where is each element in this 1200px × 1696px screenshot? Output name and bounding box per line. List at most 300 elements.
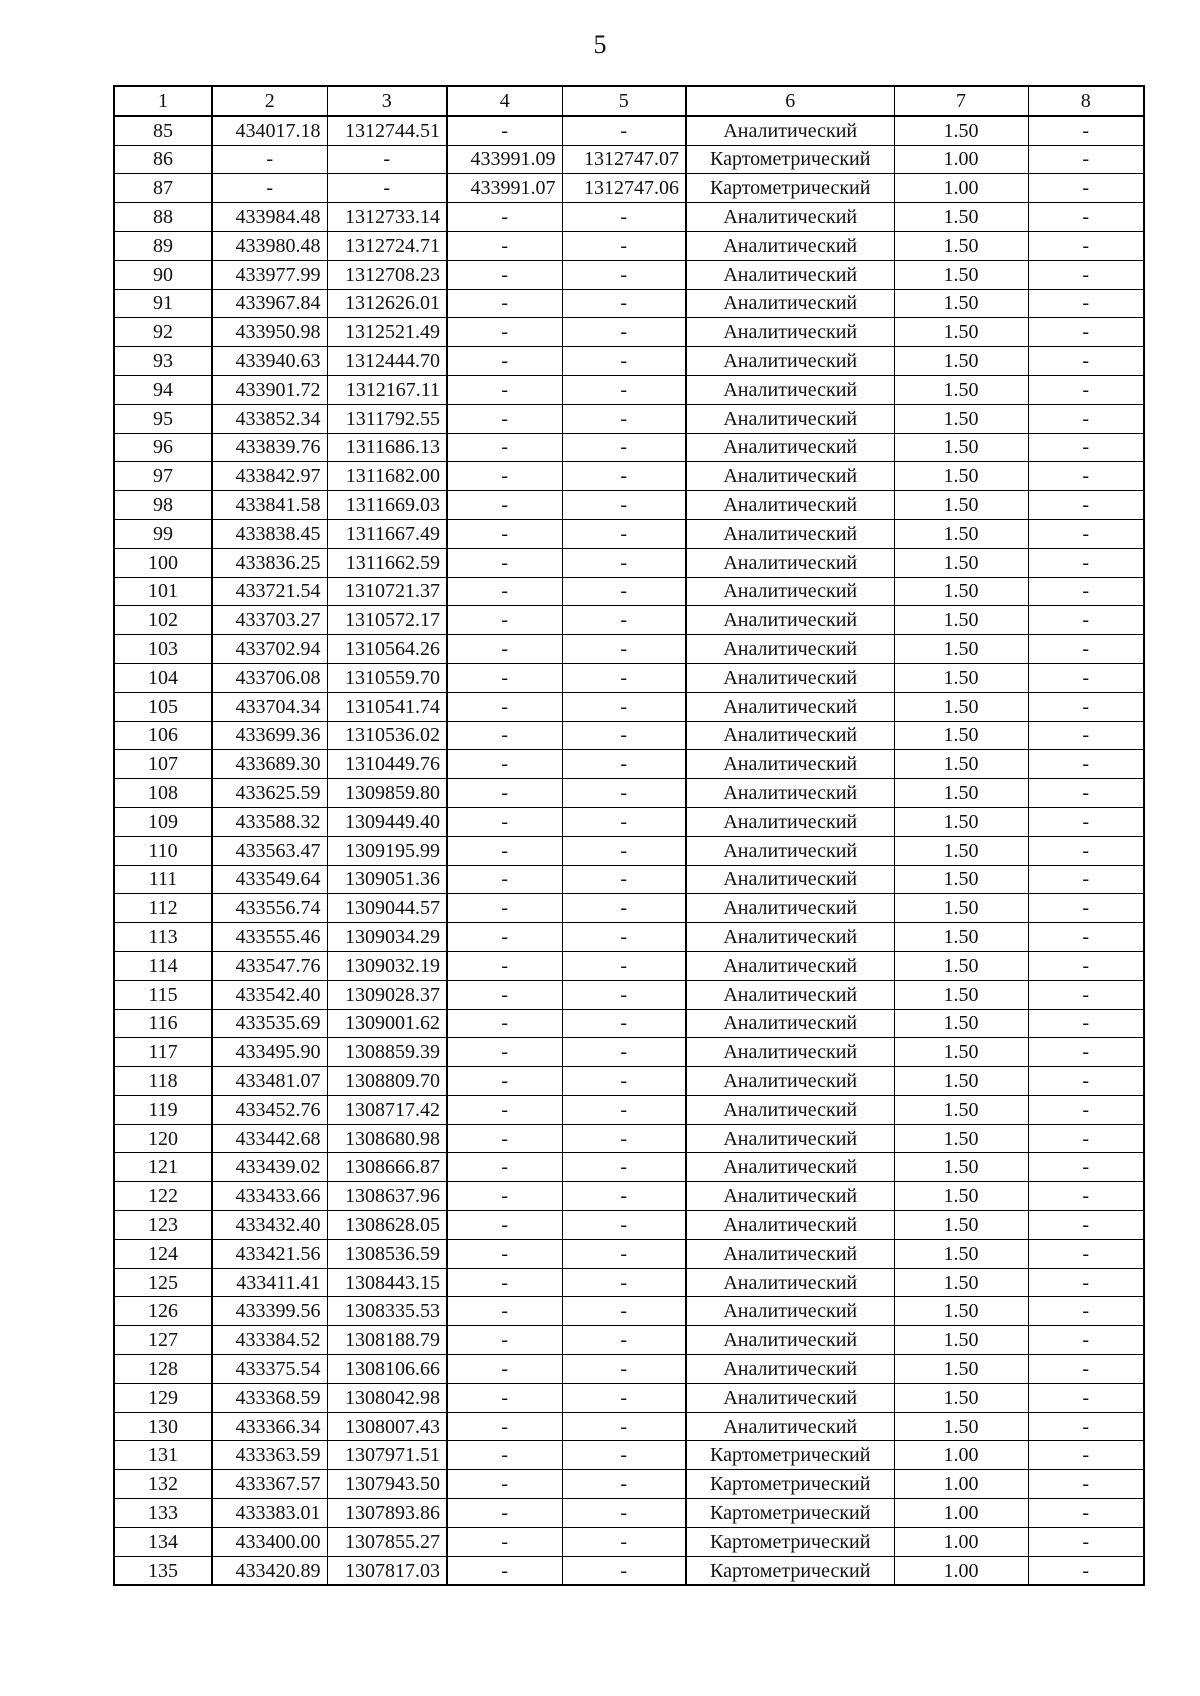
y-alt-coordinate-cell: - xyxy=(562,375,686,404)
method-cell: Аналитический xyxy=(686,347,894,376)
point-number-cell: 101 xyxy=(114,577,212,606)
x-alt-coordinate-cell: - xyxy=(447,923,562,952)
point-number-cell: 124 xyxy=(114,1239,212,1268)
note-cell: - xyxy=(1028,951,1144,980)
y-coordinate-cell: 1312708.23 xyxy=(327,260,447,289)
y-alt-coordinate-cell: - xyxy=(562,1297,686,1326)
note-cell: - xyxy=(1028,231,1144,260)
y-coordinate-cell: 1308680.98 xyxy=(327,1124,447,1153)
y-coordinate-cell: - xyxy=(327,145,447,174)
method-cell: Аналитический xyxy=(686,318,894,347)
method-cell: Аналитический xyxy=(686,951,894,980)
x-coordinate-cell: 433563.47 xyxy=(212,836,327,865)
x-alt-coordinate-cell: - xyxy=(447,1383,562,1412)
column-header: 8 xyxy=(1028,86,1144,116)
x-alt-coordinate-cell: - xyxy=(447,1355,562,1384)
x-alt-coordinate-cell: - xyxy=(447,1499,562,1528)
y-coordinate-cell: 1308106.66 xyxy=(327,1355,447,1384)
y-coordinate-cell: 1309032.19 xyxy=(327,951,447,980)
point-number-cell: 88 xyxy=(114,203,212,232)
note-cell: - xyxy=(1028,807,1144,836)
method-cell: Аналитический xyxy=(686,1124,894,1153)
table-row xyxy=(114,980,1144,1009)
table-row xyxy=(114,318,1144,347)
accuracy-cell: 1.50 xyxy=(894,1239,1028,1268)
y-alt-coordinate-cell: - xyxy=(562,1038,686,1067)
x-coordinate-cell: 433689.30 xyxy=(212,750,327,779)
note-cell: - xyxy=(1028,404,1144,433)
column-header: 7 xyxy=(894,86,1028,116)
y-coordinate-cell: 1312744.51 xyxy=(327,116,447,145)
accuracy-cell: 1.00 xyxy=(894,1527,1028,1556)
y-alt-coordinate-cell: 1312747.06 xyxy=(562,174,686,203)
page-number: 5 xyxy=(593,30,607,59)
accuracy-cell: 1.50 xyxy=(894,260,1028,289)
accuracy-cell: 1.50 xyxy=(894,692,1028,721)
x-alt-coordinate-cell: - xyxy=(447,894,562,923)
method-cell: Аналитический xyxy=(686,491,894,520)
note-cell: - xyxy=(1028,289,1144,318)
x-coordinate-cell: 433420.89 xyxy=(212,1556,327,1585)
method-cell: Аналитический xyxy=(686,519,894,548)
note-cell: - xyxy=(1028,980,1144,1009)
y-coordinate-cell: 1312724.71 xyxy=(327,231,447,260)
accuracy-cell: 1.50 xyxy=(894,1153,1028,1182)
x-alt-coordinate-cell: - xyxy=(447,1239,562,1268)
accuracy-cell: 1.50 xyxy=(894,951,1028,980)
method-cell: Аналитический xyxy=(686,260,894,289)
x-coordinate-cell: 433555.46 xyxy=(212,923,327,952)
accuracy-cell: 1.50 xyxy=(894,923,1028,952)
x-alt-coordinate-cell: - xyxy=(447,1297,562,1326)
table-row xyxy=(114,462,1144,491)
table-row xyxy=(114,577,1144,606)
y-coordinate-cell: 1310559.70 xyxy=(327,663,447,692)
y-coordinate-cell: 1309034.29 xyxy=(327,923,447,952)
method-cell: Аналитический xyxy=(686,1383,894,1412)
table-row xyxy=(114,1124,1144,1153)
x-coordinate-cell: 433481.07 xyxy=(212,1067,327,1096)
y-alt-coordinate-cell: - xyxy=(562,347,686,376)
accuracy-cell: 1.50 xyxy=(894,836,1028,865)
x-coordinate-cell: 433400.00 xyxy=(212,1527,327,1556)
x-alt-coordinate-cell: - xyxy=(447,1095,562,1124)
accuracy-cell: 1.50 xyxy=(894,721,1028,750)
x-alt-coordinate-cell: - xyxy=(447,1412,562,1441)
y-alt-coordinate-cell: - xyxy=(562,1556,686,1585)
method-cell: Аналитический xyxy=(686,635,894,664)
table-row xyxy=(114,1268,1144,1297)
y-coordinate-cell: 1309028.37 xyxy=(327,980,447,1009)
x-coordinate-cell: 433838.45 xyxy=(212,519,327,548)
accuracy-cell: 1.50 xyxy=(894,635,1028,664)
accuracy-cell: 1.50 xyxy=(894,1297,1028,1326)
table-row xyxy=(114,1527,1144,1556)
column-header: 3 xyxy=(327,86,447,116)
y-coordinate-cell: 1310449.76 xyxy=(327,750,447,779)
point-number-cell: 96 xyxy=(114,433,212,462)
y-alt-coordinate-cell: - xyxy=(562,1383,686,1412)
x-coordinate-cell: 433842.97 xyxy=(212,462,327,491)
y-coordinate-cell: 1309044.57 xyxy=(327,894,447,923)
x-coordinate-cell: 433703.27 xyxy=(212,606,327,635)
y-alt-coordinate-cell: - xyxy=(562,951,686,980)
method-cell: Аналитический xyxy=(686,1355,894,1384)
y-coordinate-cell: 1311682.00 xyxy=(327,462,447,491)
x-alt-coordinate-cell: - xyxy=(447,750,562,779)
y-coordinate-cell: 1309195.99 xyxy=(327,836,447,865)
y-coordinate-cell: 1311792.55 xyxy=(327,404,447,433)
point-number-cell: 123 xyxy=(114,1211,212,1240)
point-number-cell: 85 xyxy=(114,116,212,145)
accuracy-cell: 1.50 xyxy=(894,1268,1028,1297)
table-row xyxy=(114,779,1144,808)
table-row xyxy=(114,1009,1144,1038)
x-alt-coordinate-cell: - xyxy=(447,1470,562,1499)
y-alt-coordinate-cell: - xyxy=(562,491,686,520)
x-coordinate-cell: 433542.40 xyxy=(212,980,327,1009)
x-alt-coordinate-cell: - xyxy=(447,1211,562,1240)
accuracy-cell: 1.50 xyxy=(894,1355,1028,1384)
x-coordinate-cell: 433495.90 xyxy=(212,1038,327,1067)
method-cell: Аналитический xyxy=(686,980,894,1009)
y-coordinate-cell: 1307943.50 xyxy=(327,1470,447,1499)
accuracy-cell: 1.50 xyxy=(894,865,1028,894)
point-number-cell: 90 xyxy=(114,260,212,289)
note-cell: - xyxy=(1028,721,1144,750)
point-number-cell: 114 xyxy=(114,951,212,980)
point-number-cell: 121 xyxy=(114,1153,212,1182)
note-cell: - xyxy=(1028,894,1144,923)
note-cell: - xyxy=(1028,174,1144,203)
table-row xyxy=(114,1383,1144,1412)
x-coordinate-cell: 433977.99 xyxy=(212,260,327,289)
point-number-cell: 133 xyxy=(114,1499,212,1528)
x-coordinate-cell: 433699.36 xyxy=(212,721,327,750)
method-cell: Аналитический xyxy=(686,462,894,491)
method-cell: Аналитический xyxy=(686,1412,894,1441)
accuracy-cell: 1.50 xyxy=(894,807,1028,836)
note-cell: - xyxy=(1028,260,1144,289)
table-row xyxy=(114,606,1144,635)
accuracy-cell: 1.00 xyxy=(894,1470,1028,1499)
accuracy-cell: 1.50 xyxy=(894,980,1028,1009)
y-coordinate-cell: 1307893.86 xyxy=(327,1499,447,1528)
note-cell: - xyxy=(1028,1326,1144,1355)
y-coordinate-cell: 1310536.02 xyxy=(327,721,447,750)
table-row xyxy=(114,203,1144,232)
y-alt-coordinate-cell: - xyxy=(562,779,686,808)
note-cell: - xyxy=(1028,692,1144,721)
method-cell: Аналитический xyxy=(686,375,894,404)
x-coordinate-cell: 433721.54 xyxy=(212,577,327,606)
note-cell: - xyxy=(1028,116,1144,145)
y-coordinate-cell: 1310541.74 xyxy=(327,692,447,721)
y-alt-coordinate-cell: - xyxy=(562,462,686,491)
x-coordinate-cell: 433433.66 xyxy=(212,1182,327,1211)
x-alt-coordinate-cell: - xyxy=(447,1527,562,1556)
method-cell: Аналитический xyxy=(686,1326,894,1355)
y-coordinate-cell: 1307971.51 xyxy=(327,1441,447,1470)
accuracy-cell: 1.50 xyxy=(894,894,1028,923)
table-row xyxy=(114,1038,1144,1067)
table-row xyxy=(114,1211,1144,1240)
y-coordinate-cell: 1312733.14 xyxy=(327,203,447,232)
point-number-cell: 125 xyxy=(114,1268,212,1297)
y-alt-coordinate-cell: - xyxy=(562,1470,686,1499)
y-coordinate-cell: 1308536.59 xyxy=(327,1239,447,1268)
y-alt-coordinate-cell: - xyxy=(562,433,686,462)
note-cell: - xyxy=(1028,1556,1144,1585)
y-coordinate-cell: 1311662.59 xyxy=(327,548,447,577)
x-coordinate-cell: 433980.48 xyxy=(212,231,327,260)
y-alt-coordinate-cell: - xyxy=(562,116,686,145)
y-coordinate-cell: 1311669.03 xyxy=(327,491,447,520)
y-coordinate-cell: 1307817.03 xyxy=(327,1556,447,1585)
y-coordinate-cell: 1307855.27 xyxy=(327,1527,447,1556)
note-cell: - xyxy=(1028,318,1144,347)
accuracy-cell: 1.50 xyxy=(894,548,1028,577)
point-number-cell: 113 xyxy=(114,923,212,952)
accuracy-cell: 1.00 xyxy=(894,145,1028,174)
y-coordinate-cell: 1310721.37 xyxy=(327,577,447,606)
x-alt-coordinate-cell: - xyxy=(447,807,562,836)
point-number-cell: 134 xyxy=(114,1527,212,1556)
x-alt-coordinate-cell: - xyxy=(447,203,562,232)
method-cell: Аналитический xyxy=(686,1038,894,1067)
method-cell: Картометрический xyxy=(686,1441,894,1470)
point-number-cell: 99 xyxy=(114,519,212,548)
x-alt-coordinate-cell: - xyxy=(447,606,562,635)
y-alt-coordinate-cell: - xyxy=(562,1009,686,1038)
accuracy-cell: 1.50 xyxy=(894,231,1028,260)
point-number-cell: 109 xyxy=(114,807,212,836)
x-alt-coordinate-cell: - xyxy=(447,1182,562,1211)
y-coordinate-cell: 1312444.70 xyxy=(327,347,447,376)
x-alt-coordinate-cell: - xyxy=(447,1556,562,1585)
y-alt-coordinate-cell: - xyxy=(562,1067,686,1096)
y-alt-coordinate-cell: - xyxy=(562,606,686,635)
coordinates-table xyxy=(113,85,1145,1586)
x-coordinate-cell: 433442.68 xyxy=(212,1124,327,1153)
x-alt-coordinate-cell: - xyxy=(447,116,562,145)
method-cell: Аналитический xyxy=(686,663,894,692)
note-cell: - xyxy=(1028,203,1144,232)
y-coordinate-cell: 1308809.70 xyxy=(327,1067,447,1096)
point-number-cell: 129 xyxy=(114,1383,212,1412)
accuracy-cell: 1.50 xyxy=(894,203,1028,232)
accuracy-cell: 1.50 xyxy=(894,347,1028,376)
table-row xyxy=(114,1067,1144,1096)
method-cell: Аналитический xyxy=(686,1211,894,1240)
x-coordinate-cell: 433452.76 xyxy=(212,1095,327,1124)
x-alt-coordinate-cell: - xyxy=(447,980,562,1009)
point-number-cell: 89 xyxy=(114,231,212,260)
note-cell: - xyxy=(1028,923,1144,952)
table-row xyxy=(114,231,1144,260)
method-cell: Картометрический xyxy=(686,1470,894,1499)
method-cell: Аналитический xyxy=(686,289,894,318)
y-alt-coordinate-cell: - xyxy=(562,519,686,548)
accuracy-cell: 1.50 xyxy=(894,1412,1028,1441)
note-cell: - xyxy=(1028,1038,1144,1067)
point-number-cell: 100 xyxy=(114,548,212,577)
table-row xyxy=(114,174,1144,203)
x-alt-coordinate-cell: - xyxy=(447,692,562,721)
accuracy-cell: 1.50 xyxy=(894,375,1028,404)
point-number-cell: 104 xyxy=(114,663,212,692)
point-number-cell: 117 xyxy=(114,1038,212,1067)
method-cell: Аналитический xyxy=(686,1067,894,1096)
x-coordinate-cell: 433901.72 xyxy=(212,375,327,404)
x-alt-coordinate-cell: - xyxy=(447,462,562,491)
table-row xyxy=(114,692,1144,721)
method-cell: Аналитический xyxy=(686,1239,894,1268)
y-coordinate-cell: 1309001.62 xyxy=(327,1009,447,1038)
x-coordinate-cell: 433383.01 xyxy=(212,1499,327,1528)
x-coordinate-cell: 433535.69 xyxy=(212,1009,327,1038)
y-alt-coordinate-cell: - xyxy=(562,1527,686,1556)
y-alt-coordinate-cell: - xyxy=(562,404,686,433)
x-coordinate-cell: 433439.02 xyxy=(212,1153,327,1182)
y-alt-coordinate-cell: - xyxy=(562,1268,686,1297)
accuracy-cell: 1.50 xyxy=(894,519,1028,548)
point-number-cell: 105 xyxy=(114,692,212,721)
y-coordinate-cell: 1312167.11 xyxy=(327,375,447,404)
x-coordinate-cell: 433836.25 xyxy=(212,548,327,577)
accuracy-cell: 1.50 xyxy=(894,577,1028,606)
accuracy-cell: 1.50 xyxy=(894,779,1028,808)
method-cell: Картометрический xyxy=(686,174,894,203)
method-cell: Аналитический xyxy=(686,548,894,577)
y-coordinate-cell: 1308042.98 xyxy=(327,1383,447,1412)
y-alt-coordinate-cell: - xyxy=(562,1182,686,1211)
method-cell: Аналитический xyxy=(686,404,894,433)
x-coordinate-cell: 433625.59 xyxy=(212,779,327,808)
note-cell: - xyxy=(1028,1470,1144,1499)
y-coordinate-cell: 1308188.79 xyxy=(327,1326,447,1355)
point-number-cell: 132 xyxy=(114,1470,212,1499)
y-alt-coordinate-cell: - xyxy=(562,836,686,865)
accuracy-cell: 1.50 xyxy=(894,750,1028,779)
y-alt-coordinate-cell: - xyxy=(562,203,686,232)
note-cell: - xyxy=(1028,1182,1144,1211)
note-cell: - xyxy=(1028,1124,1144,1153)
table-row xyxy=(114,1355,1144,1384)
y-alt-coordinate-cell: - xyxy=(562,1095,686,1124)
x-alt-coordinate-cell: - xyxy=(447,375,562,404)
note-cell: - xyxy=(1028,347,1144,376)
y-alt-coordinate-cell: - xyxy=(562,1412,686,1441)
y-alt-coordinate-cell: - xyxy=(562,635,686,664)
accuracy-cell: 1.00 xyxy=(894,1441,1028,1470)
method-cell: Аналитический xyxy=(686,1297,894,1326)
x-coordinate-cell: 433950.98 xyxy=(212,318,327,347)
note-cell: - xyxy=(1028,663,1144,692)
table-row xyxy=(114,1095,1144,1124)
x-alt-coordinate-cell: 433991.07 xyxy=(447,174,562,203)
method-cell: Аналитический xyxy=(686,203,894,232)
method-cell: Картометрический xyxy=(686,1527,894,1556)
point-number-cell: 108 xyxy=(114,779,212,808)
x-alt-coordinate-cell: - xyxy=(447,1009,562,1038)
table-row xyxy=(114,1182,1144,1211)
x-coordinate-cell: 433702.94 xyxy=(212,635,327,664)
table-row xyxy=(114,375,1144,404)
x-alt-coordinate-cell: - xyxy=(447,951,562,980)
y-alt-coordinate-cell: - xyxy=(562,318,686,347)
accuracy-cell: 1.50 xyxy=(894,1095,1028,1124)
method-cell: Аналитический xyxy=(686,894,894,923)
x-alt-coordinate-cell: - xyxy=(447,865,562,894)
y-alt-coordinate-cell: - xyxy=(562,923,686,952)
table-row xyxy=(114,923,1144,952)
method-cell: Аналитический xyxy=(686,923,894,952)
point-number-cell: 130 xyxy=(114,1412,212,1441)
x-coordinate-cell: 433368.59 xyxy=(212,1383,327,1412)
method-cell: Аналитический xyxy=(686,577,894,606)
point-number-cell: 135 xyxy=(114,1556,212,1585)
point-number-cell: 91 xyxy=(114,289,212,318)
x-alt-coordinate-cell: - xyxy=(447,663,562,692)
y-alt-coordinate-cell: - xyxy=(562,1499,686,1528)
x-coordinate-cell: 433704.34 xyxy=(212,692,327,721)
x-alt-coordinate-cell: - xyxy=(447,1067,562,1096)
x-coordinate-cell: 433547.76 xyxy=(212,951,327,980)
point-number-cell: 92 xyxy=(114,318,212,347)
column-header: 6 xyxy=(686,86,894,116)
point-number-cell: 112 xyxy=(114,894,212,923)
y-alt-coordinate-cell: - xyxy=(562,721,686,750)
x-alt-coordinate-cell: - xyxy=(447,721,562,750)
y-alt-coordinate-cell: - xyxy=(562,1124,686,1153)
y-alt-coordinate-cell: - xyxy=(562,1326,686,1355)
x-alt-coordinate-cell: - xyxy=(447,347,562,376)
note-cell: - xyxy=(1028,1441,1144,1470)
y-coordinate-cell: - xyxy=(327,174,447,203)
x-coordinate-cell: 433421.56 xyxy=(212,1239,327,1268)
y-alt-coordinate-cell: - xyxy=(562,663,686,692)
x-alt-coordinate-cell: - xyxy=(447,779,562,808)
note-cell: - xyxy=(1028,145,1144,174)
table-row xyxy=(114,433,1144,462)
y-coordinate-cell: 1311667.49 xyxy=(327,519,447,548)
accuracy-cell: 1.00 xyxy=(894,174,1028,203)
x-alt-coordinate-cell: - xyxy=(447,404,562,433)
note-cell: - xyxy=(1028,606,1144,635)
table-row xyxy=(114,635,1144,664)
note-cell: - xyxy=(1028,433,1144,462)
point-number-cell: 93 xyxy=(114,347,212,376)
x-alt-coordinate-cell: - xyxy=(447,1441,562,1470)
table-row xyxy=(114,548,1144,577)
method-cell: Аналитический xyxy=(686,1268,894,1297)
y-alt-coordinate-cell: - xyxy=(562,231,686,260)
point-number-cell: 102 xyxy=(114,606,212,635)
y-coordinate-cell: 1308717.42 xyxy=(327,1095,447,1124)
point-number-cell: 107 xyxy=(114,750,212,779)
x-coordinate-cell: 433839.76 xyxy=(212,433,327,462)
point-number-cell: 122 xyxy=(114,1182,212,1211)
point-number-cell: 126 xyxy=(114,1297,212,1326)
y-coordinate-cell: 1308637.96 xyxy=(327,1182,447,1211)
note-cell: - xyxy=(1028,635,1144,664)
method-cell: Аналитический xyxy=(686,807,894,836)
accuracy-cell: 1.50 xyxy=(894,1067,1028,1096)
point-number-cell: 106 xyxy=(114,721,212,750)
method-cell: Картометрический xyxy=(686,145,894,174)
accuracy-cell: 1.50 xyxy=(894,289,1028,318)
